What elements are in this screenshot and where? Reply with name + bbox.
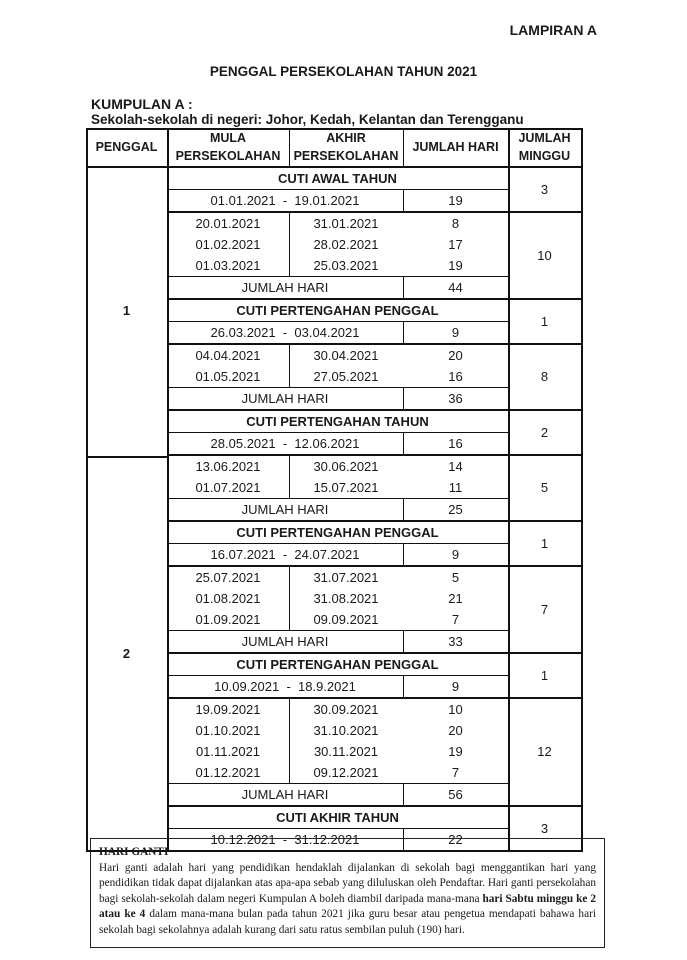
column-header-mula: PERSEKOLAHAN xyxy=(175,148,281,163)
penggal-1: 1 xyxy=(122,303,131,318)
cuti-title: CUTI AKHIR TAHUN xyxy=(276,809,399,825)
note-text: dalam mana-mana bulan pada tahun 2021 jika guru besar atau pengetua mendapati bahawa hari sekolah bagi sekolahnya adalah kurang dari satu ratus sembilan puluh (190) hari. xyxy=(99,908,596,936)
cuti-range: 26.03.2021 - 03.04.2021 xyxy=(210,324,360,340)
week-count: 3 xyxy=(540,181,549,197)
jumlah-hari-label: JUMLAH HARI xyxy=(241,786,329,802)
start-date: 01.07.2021 xyxy=(195,479,261,495)
note-body xyxy=(99,861,596,939)
start-date: 01.10.2021 xyxy=(195,722,261,738)
table-border xyxy=(86,128,581,130)
end-date: 09.12.2021 xyxy=(313,764,379,780)
states-label: Sekolah-sekolah di negeri: Johor, Kedah, Kelantan dan Terengganu xyxy=(91,112,524,127)
table-border xyxy=(403,783,404,805)
end-date: 27.05.2021 xyxy=(313,368,379,384)
cuti-title: CUTI PERTENGAHAN PENGGAL xyxy=(236,524,439,540)
day-count: 11 xyxy=(448,479,463,495)
cuti-days: 9 xyxy=(451,546,460,562)
table-border xyxy=(289,345,290,387)
start-date: 01.11.2021 xyxy=(195,743,261,759)
column-header-jumlah-minggu: JUMLAH xyxy=(518,130,571,145)
jumlah-hari-total: 44 xyxy=(448,279,463,295)
day-count: 19 xyxy=(448,257,463,273)
table-border xyxy=(167,128,169,852)
lampiran-label: LAMPIRAN A xyxy=(509,22,597,38)
cuti-title: CUTI PERTENGAHAN TAHUN xyxy=(246,413,429,429)
end-date: 31.08.2021 xyxy=(313,590,379,606)
end-date: 31.07.2021 xyxy=(313,569,379,585)
cuti-title: CUTI AWAL TAHUN xyxy=(278,170,397,186)
day-count: 20 xyxy=(448,347,463,363)
note-text-bold: hari Sabtu minggu ke 2 atau ke 4 xyxy=(99,892,596,920)
start-date: 13.06.2021 xyxy=(195,458,261,474)
table-border xyxy=(403,498,404,520)
week-count: 1 xyxy=(540,313,549,329)
end-date: 28.02.2021 xyxy=(313,236,379,252)
week-count: 8 xyxy=(540,369,549,384)
week-count: 7 xyxy=(540,601,549,617)
table-border xyxy=(289,128,290,166)
table-border xyxy=(86,128,88,852)
cuti-range: 28.05.2021 - 12.06.2021 xyxy=(210,435,360,451)
table-border xyxy=(403,544,404,565)
penggal-2: 2 xyxy=(122,646,131,661)
jumlah-hari-label: JUMLAH HARI xyxy=(241,390,329,406)
table-border xyxy=(403,676,404,697)
cuti-title: CUTI PERTENGAHAN PENGGAL xyxy=(236,656,439,672)
table-border xyxy=(403,433,404,454)
table-border xyxy=(403,276,404,298)
day-count: 14 xyxy=(448,458,463,474)
table-border xyxy=(403,128,404,166)
start-date: 01.03.2021 xyxy=(195,257,261,273)
end-date: 15.07.2021 xyxy=(313,479,379,495)
cuti-days: 16 xyxy=(448,435,463,451)
week-count: 1 xyxy=(540,535,549,551)
end-date: 31.10.2021 xyxy=(313,722,379,738)
table-border xyxy=(403,322,404,343)
table-border xyxy=(403,630,404,652)
week-count: 5 xyxy=(540,480,549,495)
jumlah-hari-total: 25 xyxy=(448,501,463,517)
cuti-days: 19 xyxy=(448,192,463,208)
table-border xyxy=(289,456,290,498)
start-date: 25.07.2021 xyxy=(195,569,261,585)
end-date: 09.09.2021 xyxy=(313,611,379,627)
day-count: 8 xyxy=(451,215,460,231)
start-date: 20.01.2021 xyxy=(195,215,261,231)
jumlah-hari-total: 33 xyxy=(448,633,463,649)
day-count: 19 xyxy=(448,743,463,759)
table-border xyxy=(581,128,583,852)
day-count: 17 xyxy=(448,236,463,252)
column-header-akhir: PERSEKOLAHAN xyxy=(293,148,399,163)
start-date: 19.09.2021 xyxy=(195,701,261,717)
day-count: 7 xyxy=(451,764,460,780)
jumlah-hari-label: JUMLAH HARI xyxy=(241,279,329,295)
hari-ganti-note xyxy=(90,838,605,948)
table-border xyxy=(403,387,404,409)
end-date: 30.04.2021 xyxy=(313,347,379,363)
column-header-akhir: AKHIR xyxy=(326,130,366,145)
table-border xyxy=(289,213,290,276)
end-date: 30.09.2021 xyxy=(313,701,379,717)
note-text: Hari ganti adalah hari yang pendidikan hendaklah dijalankan di sekolah bagi menggantikan hari yang pendidikan tidak dapat dijalankan atas apa-apa sebab yang diluluskan oleh Pendaftar. Hari ganti persekolahan bagi sekolah-sekolah dalam negeri Kumpulan A boleh diambil daripada mana-mana xyxy=(99,861,596,905)
start-date: 01.09.2021 xyxy=(195,611,261,627)
week-count: 12 xyxy=(537,744,552,759)
table-border xyxy=(289,567,290,630)
start-date: 04.04.2021 xyxy=(195,347,261,363)
table-border xyxy=(403,190,404,211)
start-date: 01.12.2021 xyxy=(195,764,261,780)
cuti-range: 10.09.2021 - 18.9.2021 xyxy=(214,678,356,694)
jumlah-hari-total: 56 xyxy=(448,786,463,802)
end-date: 25.03.2021 xyxy=(313,257,379,273)
day-count: 20 xyxy=(448,722,463,738)
jumlah-hari-total: 36 xyxy=(448,390,463,406)
end-date: 30.06.2021 xyxy=(313,458,379,474)
day-count: 16 xyxy=(448,368,463,384)
column-header-mula: MULA xyxy=(209,130,247,145)
column-header-penggal: PENGGAL xyxy=(95,140,158,154)
week-count: 3 xyxy=(540,820,549,836)
start-date: 01.02.2021 xyxy=(195,236,261,252)
cuti-range: 01.01.2021 - 19.01.2021 xyxy=(210,192,360,208)
cuti-days: 9 xyxy=(451,324,460,340)
cuti-days: 9 xyxy=(451,678,460,694)
table-border xyxy=(508,128,510,852)
day-count: 10 xyxy=(448,701,463,717)
group-label: KUMPULAN A : xyxy=(91,96,193,112)
start-date: 01.08.2021 xyxy=(195,590,261,606)
end-date: 31.01.2021 xyxy=(313,215,379,231)
table-border xyxy=(289,699,290,783)
cuti-range: 10.12.2021 - 31.12.2021 xyxy=(210,831,360,847)
cuti-days: 22 xyxy=(448,831,463,847)
week-count: 1 xyxy=(540,667,549,683)
table-border xyxy=(86,456,167,458)
jumlah-hari-label: JUMLAH HARI xyxy=(241,633,329,649)
end-date: 30.11.2021 xyxy=(313,743,379,759)
page-title: PENGGAL PERSEKOLAHAN TAHUN 2021 xyxy=(209,64,478,79)
day-count: 7 xyxy=(451,611,460,627)
cuti-range: 16.07.2021 - 24.07.2021 xyxy=(210,546,360,562)
cuti-title: CUTI PERTENGAHAN PENGGAL xyxy=(236,302,439,318)
column-header-jumlah-hari: JUMLAH HARI xyxy=(412,140,499,154)
day-count: 5 xyxy=(451,569,460,585)
column-header-jumlah-minggu: MINGGU xyxy=(518,148,571,163)
start-date: 01.05.2021 xyxy=(195,368,261,384)
jumlah-hari-label: JUMLAH HARI xyxy=(241,501,329,517)
week-count: 2 xyxy=(540,424,549,440)
week-count: 10 xyxy=(537,247,552,263)
note-title: HARI GANTI xyxy=(99,846,169,858)
day-count: 21 xyxy=(448,590,463,606)
